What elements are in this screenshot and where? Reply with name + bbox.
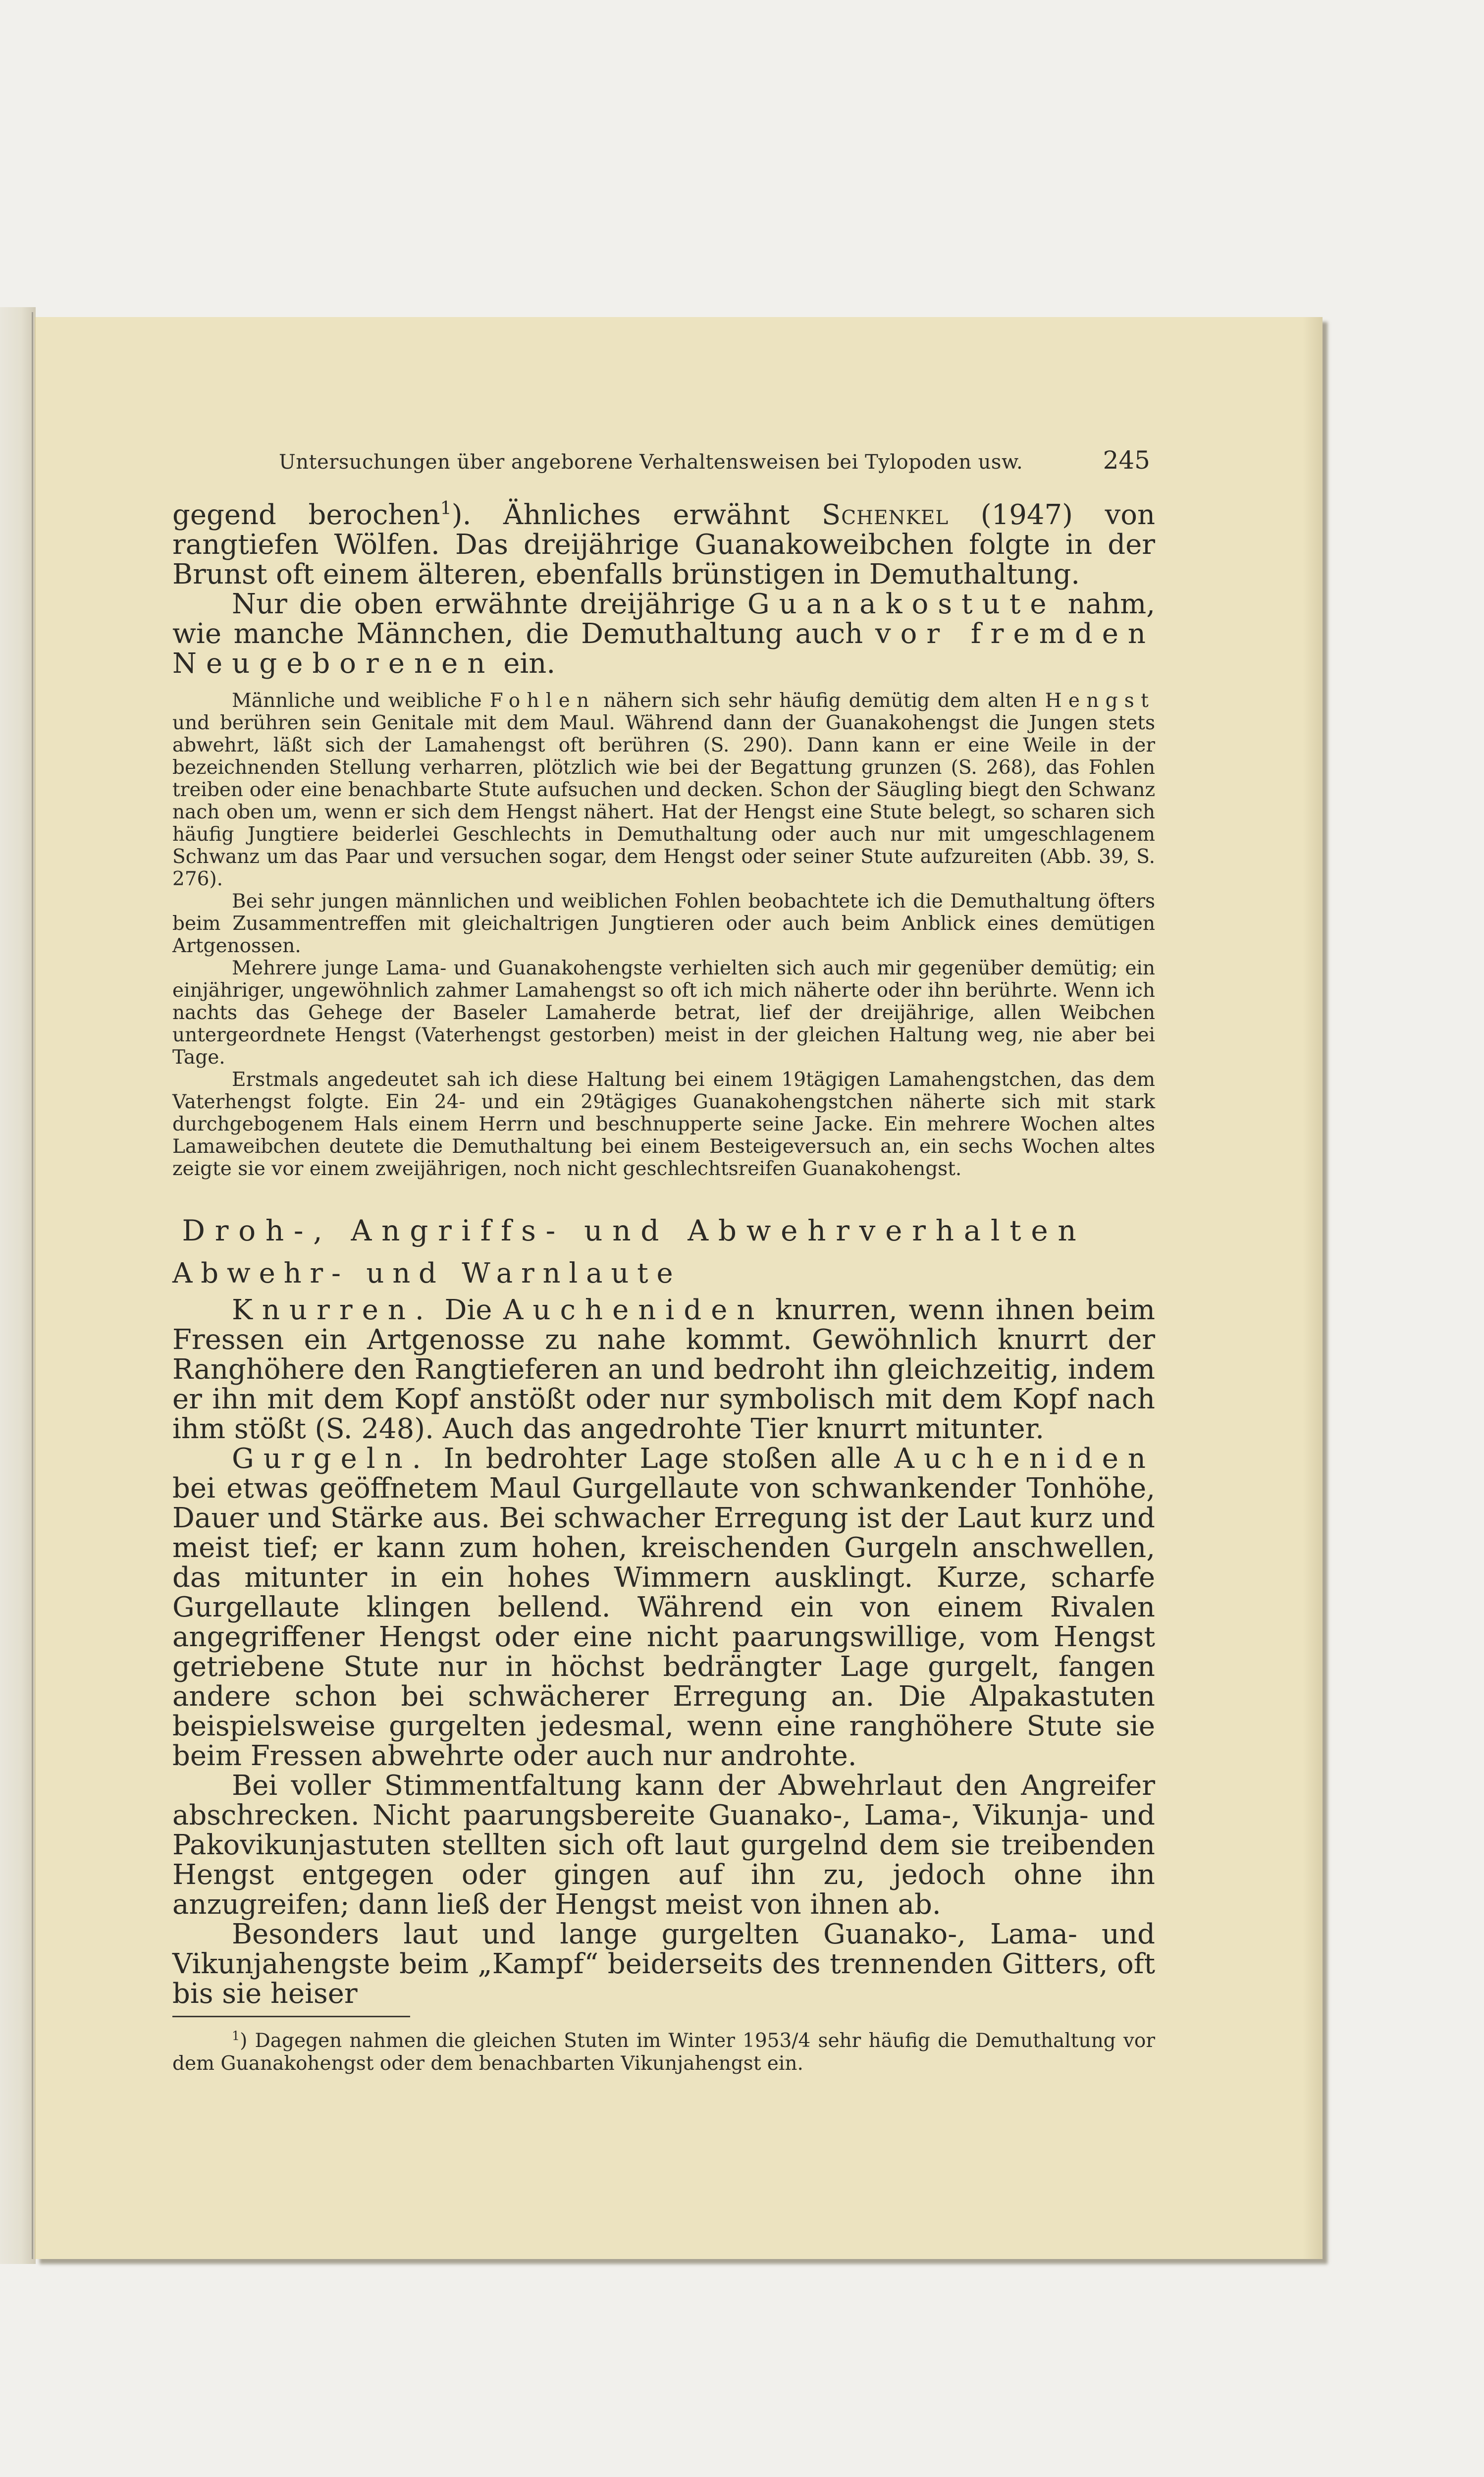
small-paragraph-1: Männliche und weibliche Fohlen nähern sich sehr häufig demütig dem alten Hengst und berühren sein Genitale mit dem Maul. Während dann der Guanakohengst die Jungen stets abwehrt, läßt sich der Lamahengst oft berühren (S. 290). Dann kann er eine Weile in der bezeichnenden Stellung verharren, plötzlich wie bei der Begattung grunzen (S. 268), das Fohlen treiben oder eine benachbarte Stute aufsuchen und decken. Schon der Säugling biegt den Schwanz nach oben um, wenn er sich dem Hengst nähert. Hat der Hengst eine Stute belegt, so scharen sich häufig Jungtiere beiderlei Geschlechts in Demuthaltung oder auch nur mit umgeschlagenem Schwanz um das Paar und versuchen sogar, dem Hengst oder seiner Stute aufzureiten (Abb. 39, S. 276). — [172, 690, 1155, 891]
footnote-mark: 1 — [232, 2028, 240, 2044]
footnote-rule — [172, 2016, 410, 2017]
small-paragraph-4: Erstmals angedeutet sah ich diese Haltung bei einem 19tägigen Lamahengstchen, das dem Vaterhengst folgte. Ein 24- und ein 29tägiges Guanakohengstchen näherte sich mit stark durchgebogenem Hals einem Herrn und beschnupperte seine Jacke. Ein mehrere Wochen altes Lamaweibchen deutete die Demuthaltung bei einem Besteigeversuch an, ein sechs Wochen altes zeigte sie vor einem zweijährigen, noch nicht geschlechtsreifen Guanakohengst. — [172, 1069, 1155, 1181]
running-head — [172, 446, 1155, 475]
page-edge-shade — [1303, 317, 1323, 2259]
paragraph-1: gegend berochen$^1$). Ähnliches erwähnt Schenkel (1947) von rangtiefen Wölfen. Das dreijährige Guanakoweibchen folgte in der Brunst oft einem älteren, ebenfalls brünstigen in Demuthaltung. — [172, 497, 1156, 591]
text-block — [172, 446, 1155, 2075]
paragraph-kampf: Besonders laut und lange gurgelten Guanako-, Lama- und Vikunjahengste beim „Kampf“ beiderseits des trennenden Gitters, oft bis sie heiser — [172, 1918, 1155, 2010]
paragraph-gurgeln: Gurgeln. In bedrohter Lage stoßen alle Aucheniden bei etwas geöffnetem Maul Gurgellaute von schwankender Tonhöhe, Dauer und Stärke aus. Bei schwacher Erregung ist der Laut kurz und meist tief; er kann zum hohen, kreischenden Gurgeln anschwellen, das mitunter in ein hohes Wimmern ausklingt. Kurze, scharfe Gurgellaute klingen bellend. Während ein von einem Rivalen angegriffener Hengst oder eine nicht paarungswillige, vom Hengst getriebene Stute nur in höchst bedrängter Lage gurgelt, fangen andere schon bei schwächerer Erregung an. Die Alpakastuten beispielsweise gurgelten jedesmal, wenn eine ranghöhere Stute sie beim Fressen abwehrte oder auch nur androhte. — [172, 1443, 1155, 1773]
left-page-gutter-line — [32, 312, 33, 2259]
running-head-title: Untersuchungen über angeborene Verhaltensweisen bei Tylopoden usw. — [279, 451, 1023, 474]
paragraph-2: Nur die oben erwähnte dreijährige Guanakostute nahm, wie manche Männchen, die Demuthaltung auch vor fremden Neugeborenen ein. — [172, 588, 1155, 680]
small-paragraph-3: Mehrere junge Lama- und Guanakohengste verhielten sich auch mir gegenüber demütig; ein einjähriger, ungewöhnlich zahmer Lamahengst so oft ich mich näherte oder ihn berührte. Wenn ich nachts das Gehege der Baseler Lamaherde betrat, lief der dreijährige, allen Weibchen untergeordnete Hengst (Vaterhengst gestorben) meist in der gleichen Haltung weg, nie aber bei Tage. — [172, 957, 1155, 1069]
paragraph-knurren: Knurren. Die Aucheniden knurren, wenn ihnen beim Fressen ein Artgenosse zu nahe kommt. Gewöhnlich knurrt der Ranghöhere den Rangtieferen an und bedroht ihn gleichzeitig, indem er ihn mit dem Kopf anstößt oder nur symbolisch mit dem Kopf nach ihm stößt (S. 248). Auch das angedrohte Tier knurrt mitunter. — [172, 1294, 1155, 1446]
left-page-edge — [0, 307, 36, 2264]
subsection-heading: Abwehr- und Warnlaute — [172, 1257, 682, 1290]
small-paragraph-2: Bei sehr jungen männlichen und weiblichen Fohlen beobachtete ich die Demuthaltung öfters beim Zusammentreffen mit gleichaltrigen Jungtieren oder auch beim Anblick eines demütigen Artgenossen. — [172, 890, 1155, 958]
section-heading: Droh-, Angriffs- und Abwehrverhalten — [182, 1214, 1086, 1248]
footnote-reference: 1 — [440, 497, 452, 519]
page-number: 245 — [1103, 446, 1150, 475]
author-name: Schenkel — [821, 499, 949, 532]
footnote: $^1$) Dagegen nahmen die gleichen Stuten im Winter 1953/4 sehr häufig die Demuthaltung vor dem Guanakohengst oder dem benachbarten Vikunjahengst ein. — [172, 2028, 1155, 2075]
paragraph-stimmentfaltung: Bei voller Stimmentfaltung kann der Abwehrlaut den Angreifer abschrecken. Nicht paarungsbereite Guanako-, Lama-, Vikunja- und Pakovikunjastuten stellten sich oft laut gurgelnd dem sie treibenden Hengst entgegen oder gingen auf ihn zu, jedoch ohne ihn anzugreifen; dann ließ der Hengst meist von ihnen ab. — [172, 1770, 1155, 1921]
book-page — [35, 317, 1323, 2259]
